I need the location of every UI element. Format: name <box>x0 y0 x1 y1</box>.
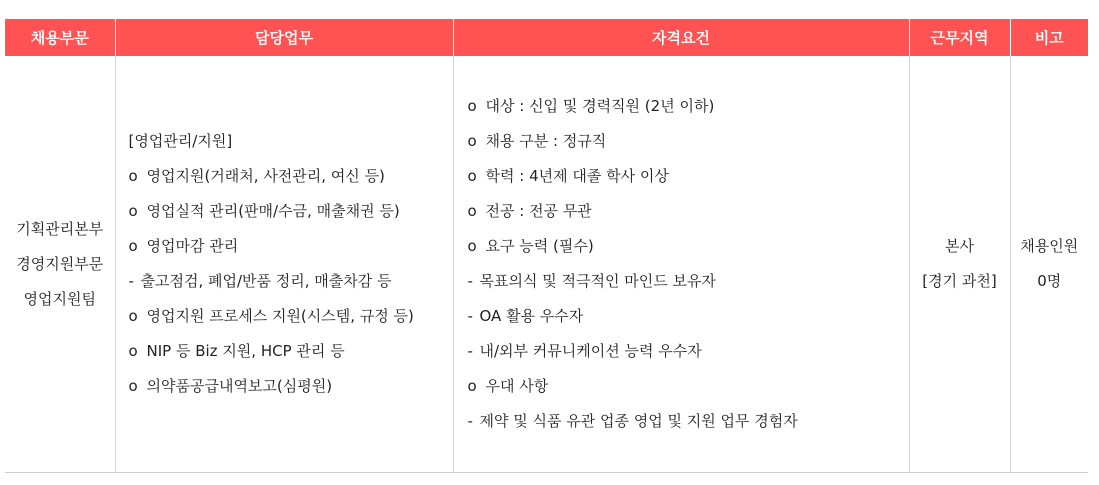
list-item <box>129 229 453 264</box>
requirement-text: 대상 : 신입 및 경력직원 (2년 이하) <box>485 97 715 115</box>
dash-bullet-icon: - <box>467 342 473 360</box>
header-row <box>5 19 1088 56</box>
list-item <box>129 194 453 229</box>
location-line: 본사 <box>945 237 974 255</box>
list-item <box>129 264 453 299</box>
list-item <box>468 334 909 369</box>
circle-bullet-icon: o <box>128 307 138 325</box>
location-line: [경기 과천] <box>922 272 997 290</box>
circle-bullet-icon: o <box>467 202 477 220</box>
requirement-text: OA 활용 우수자 <box>479 307 584 325</box>
dash-bullet-icon: - <box>128 272 134 290</box>
note-line: 채용인원 <box>1020 237 1079 255</box>
list-item <box>468 89 909 124</box>
header-requirements: 자격요건 <box>453 19 909 56</box>
list-item <box>468 194 909 229</box>
department-cell <box>5 56 115 473</box>
circle-bullet-icon: o <box>128 342 138 360</box>
list-item <box>129 334 453 369</box>
requirements-cell <box>453 56 909 473</box>
list-item <box>468 369 909 404</box>
list-item <box>129 369 453 404</box>
list-item <box>468 124 909 159</box>
circle-bullet-icon: o <box>467 237 477 255</box>
duty-text: 영업마감 관리 <box>146 237 239 255</box>
requirement-text: 채용 구분 : 정규직 <box>485 132 607 150</box>
duties-cell <box>115 56 453 473</box>
dash-bullet-icon: - <box>467 307 473 325</box>
department-line: 영업지원팀 <box>23 289 96 308</box>
requirement-text: 요구 능력 (필수) <box>485 237 594 255</box>
header-duties: 담당업무 <box>115 19 453 56</box>
list-item <box>468 404 909 439</box>
header-location: 근무지역 <box>909 19 1010 56</box>
duty-text: NIP 등 Biz 지원, HCP 관리 등 <box>146 342 345 360</box>
circle-bullet-icon: o <box>128 377 138 395</box>
job-posting-table-wrapper <box>5 19 1088 473</box>
location-cell <box>909 56 1010 473</box>
circle-bullet-icon: o <box>128 237 138 255</box>
duty-text: 영업지원 프로세스 지원(시스템, 규정 등) <box>146 307 414 325</box>
circle-bullet-icon: o <box>128 167 138 185</box>
department-line: 경영지원부문 <box>16 254 104 273</box>
requirement-text: 내/외부 커뮤니케이션 능력 우수자 <box>479 342 702 360</box>
circle-bullet-icon: o <box>467 132 477 150</box>
note-cell <box>1010 56 1088 473</box>
duty-text: 출고점검, 폐업/반품 정리, 매출차감 등 <box>140 272 392 290</box>
circle-bullet-icon: o <box>467 377 477 395</box>
requirement-text: 학력 : 4년제 대졸 학사 이상 <box>485 167 669 185</box>
dash-bullet-icon: - <box>467 412 473 430</box>
duty-text: 의약품공급내역보고(심평원) <box>146 377 333 395</box>
header-department: 채용부문 <box>5 19 115 56</box>
department-line: 기획관리본부 <box>16 219 104 238</box>
list-item <box>129 159 453 194</box>
requirement-text: 제약 및 식품 유관 업종 영업 및 지원 업무 경험자 <box>479 412 798 430</box>
list-item <box>129 124 453 159</box>
job-posting-table <box>5 19 1088 473</box>
list-item <box>468 229 909 264</box>
duty-text: [영업관리/지원] <box>128 132 233 150</box>
list-item <box>129 299 453 334</box>
table-row <box>5 56 1088 473</box>
requirement-text: 전공 : 전공 무관 <box>485 202 592 220</box>
duties-list <box>116 124 453 404</box>
duty-text: 영업지원(거래처, 사전관리, 여신 등) <box>146 167 385 185</box>
requirement-text: 우대 사항 <box>485 377 549 395</box>
list-item <box>468 264 909 299</box>
note-line: 0명 <box>1037 272 1062 290</box>
requirement-text: 목표의식 및 적극적인 마인드 보유자 <box>479 272 716 290</box>
list-item <box>468 159 909 194</box>
requirements-list <box>454 89 909 439</box>
header-note: 비고 <box>1010 19 1088 56</box>
dash-bullet-icon: - <box>467 272 473 290</box>
list-item <box>468 299 909 334</box>
circle-bullet-icon: o <box>128 202 138 220</box>
circle-bullet-icon: o <box>467 167 477 185</box>
circle-bullet-icon: o <box>467 97 477 115</box>
duty-text: 영업실적 관리(판매/수금, 매출채권 등) <box>146 202 400 220</box>
